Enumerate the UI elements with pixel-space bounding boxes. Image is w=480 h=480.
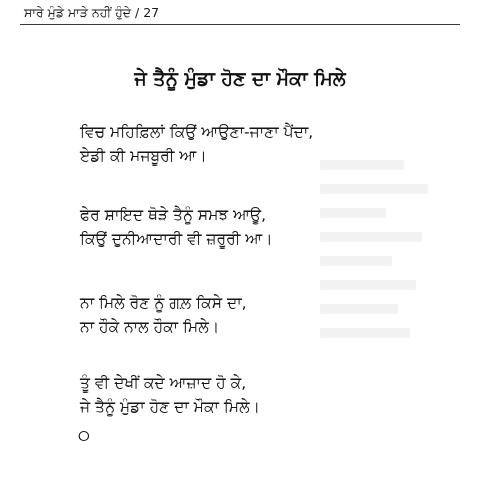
- stanza-2: [80, 203, 273, 251]
- header-rule: [20, 24, 460, 25]
- poem-end-mark: ੦: [78, 425, 91, 446]
- stanza-line: ਜੇ ਤੈਨੂੰ ਮੁੰਡਾ ਹੋਣ ਦਾ ਮੌਕਾ ਮਿਲੇ।: [80, 398, 261, 416]
- stanza-line: ਫੇਰ ਸ਼ਾਇਦ ਥੋੜੇ ਤੈਨੂੰ ਸਮਝ ਆਊ,: [80, 206, 267, 224]
- stanza-line: ਵਿਚ ਮਹਿਫ਼ਿਲਾਂ ਕਿਉਂ ਆਉਣਾ-ਜਾਣਾ ਪੈਂਦਾ,: [80, 123, 314, 141]
- stanza-1: [80, 120, 313, 168]
- stanza-line: ਨਾ ਮਿਲੇ ਰੋਣ ਨੂੰ ਗਲ਼ ਕਿਸੇ ਦਾ,: [80, 294, 247, 312]
- stanza-line: ਕਿਉਂ ਦੁਨੀਆਦਾਰੀ ਵੀ ਜ਼ਰੂਰੀ ਆ।: [80, 230, 273, 248]
- stanza-line: ਏਡੀ ਕੀ ਮਜਬੂਰੀ ਆ।: [80, 147, 207, 165]
- poem-title: ਜੇ ਤੈਨੂੰ ਮੁੰਡਾ ਹੋਣ ਦਾ ਮੌਕਾ ਮਿਲੇ: [134, 68, 346, 90]
- running-head: ਸਾਰੇ ਮੁੰਡੇ ਮਾੜੇ ਨਹੀਂ ਹੁੰਦੇ / 27: [24, 5, 160, 20]
- stanza-4: [80, 371, 260, 419]
- bleed-through-text: [320, 160, 440, 420]
- stanza-line: ਨਾ ਹੌਕੇ ਨਾਲ ਹੌਕਾ ਮਿਲੇ।: [80, 318, 220, 336]
- stanza-3: [80, 291, 247, 339]
- stanza-line: ਤੂੰ ਵੀ ਦੇਖੀਂ ਕਦੇ ਆਜ਼ਾਦ ਹੋ ਕੇ,: [80, 374, 247, 392]
